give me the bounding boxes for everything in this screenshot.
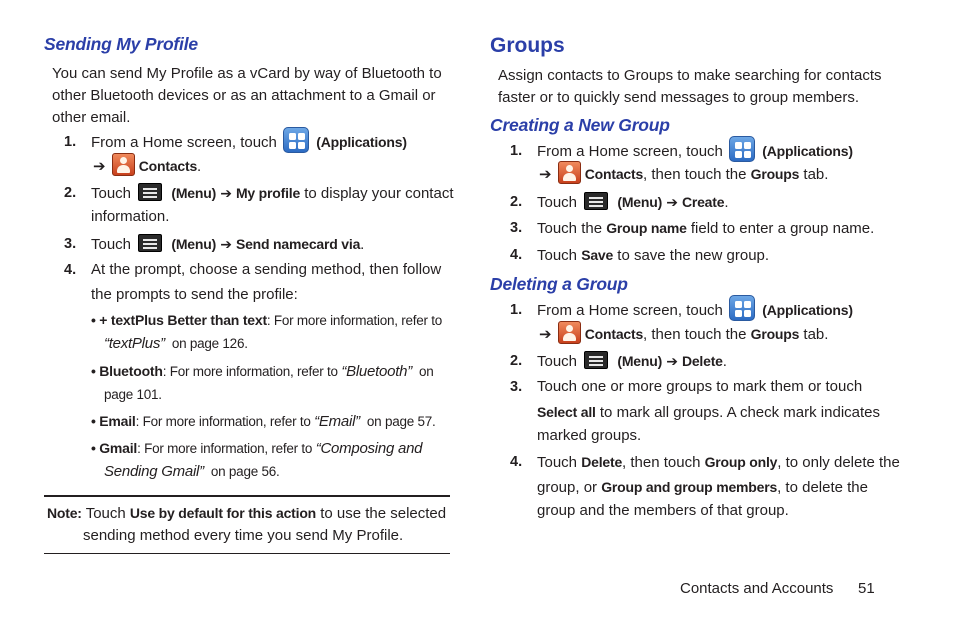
create-step-3: Touch the Group name field to enter a group name. (537, 220, 875, 237)
create-step-2: Touch (Menu) ➔ Create. (537, 194, 729, 211)
section-heading-sending-my-profile: Sending My Profile (44, 34, 198, 54)
bullet-textplus-ref: “textPlus” on page 126. (104, 335, 248, 352)
step-number: 2. (64, 185, 77, 201)
menu-icon (138, 183, 162, 201)
bullet-textplus: • + textPlus Better than text: For more information, refer to (91, 312, 442, 328)
footer-section-title: Contacts and Accounts (680, 580, 834, 597)
step-number: 2. (510, 353, 523, 369)
step-3-line: Touch (Menu) ➔ Send namecard via. (91, 236, 365, 253)
delete-step-4-line-1: Touch Delete, then touch Group only, to only delete the (537, 454, 900, 471)
menu-icon (584, 351, 608, 369)
note-top-rule (44, 495, 450, 497)
create-step-4: Touch Save to save the new group. (537, 247, 770, 264)
step-number: 4. (510, 247, 523, 263)
menu-icon (138, 234, 162, 252)
bullet-email: • Email: For more information, refer to “Email” on page 57. (91, 413, 436, 430)
delete-step-1-line-2: ➔ Contacts, then touch the Groups tab. (539, 323, 828, 347)
step-2-line-2: information. (91, 208, 170, 225)
step-number: 4. (510, 454, 523, 470)
step-number: 1. (510, 302, 523, 318)
delete-step-3-line-3: marked groups. (537, 427, 642, 444)
intro-line: faster or to quickly send messages to group members. (498, 89, 859, 106)
delete-step-2: Touch (Menu) ➔ Delete. (537, 353, 727, 370)
section-heading-creating-group: Creating a New Group (490, 115, 670, 135)
step-2-line-1: Touch (Menu) ➔ My profile to display your contact (91, 185, 454, 202)
contacts-icon (558, 161, 581, 184)
step-number: 3. (64, 236, 77, 252)
step-number: 3. (510, 379, 523, 395)
note-bottom-rule (44, 553, 450, 554)
menu-icon (584, 192, 608, 210)
intro-line: other email. (52, 109, 131, 126)
applications-icon (729, 136, 755, 162)
delete-step-1-line-1: From a Home screen, touch (Applications) (537, 299, 853, 323)
contacts-icon (112, 153, 135, 176)
page-number: 51 (858, 580, 875, 597)
step-1-line-2: ➔ Contacts. (93, 155, 201, 179)
step-number: 2. (510, 194, 523, 210)
bullet-bluetooth-page: page 101. (104, 387, 162, 402)
bullet-bluetooth: • Bluetooth: For more information, refer to “Bluetooth” on (91, 363, 434, 380)
delete-step-4-line-3: group and the members of that group. (537, 502, 789, 519)
delete-step-3-line-1: Touch one or more groups to mark them or touch (537, 378, 863, 395)
step-number: 1. (64, 134, 77, 150)
section-heading-deleting-group: Deleting a Group (490, 274, 628, 294)
intro-line: other Bluetooth devices or as an attachment to a Gmail or (52, 87, 436, 104)
step-number: 3. (510, 220, 523, 236)
contacts-icon (558, 321, 581, 344)
step-1-line-1: From a Home screen, touch (Applications) (91, 131, 407, 155)
step-4-line-1: At the prompt, choose a sending method, then follow (91, 261, 442, 278)
bullet-gmail-ref: Sending Gmail” on page 56. (104, 463, 280, 480)
step-4-line-2: the prompts to send the profile: (91, 286, 298, 303)
intro-line: You can send My Profile as a vCard by way of Bluetooth to (52, 65, 442, 82)
bullet-gmail: • Gmail: For more information, refer to “Composing and (91, 440, 423, 457)
page-title-groups: Groups (490, 34, 565, 57)
create-step-1-line-2: ➔ Contacts, then touch the Groups tab. (539, 163, 828, 187)
create-step-1-line-1: From a Home screen, touch (Applications) (537, 140, 853, 164)
delete-step-3-line-2: Select all to mark all groups. A check mark indicates (537, 404, 881, 421)
note-line-1: Note: Touch Use by default for this action to use the selected (47, 505, 447, 522)
step-number: 1. (510, 143, 523, 159)
step-number: 4. (64, 262, 77, 278)
intro-line: Assign contacts to Groups to make searching for contacts (498, 67, 882, 84)
applications-icon (283, 127, 309, 153)
note-line-2: sending method every time you send My Profile. (83, 527, 404, 544)
delete-step-4-line-2: group, or Group and group members, to delete the (537, 479, 868, 496)
applications-icon (729, 295, 755, 321)
